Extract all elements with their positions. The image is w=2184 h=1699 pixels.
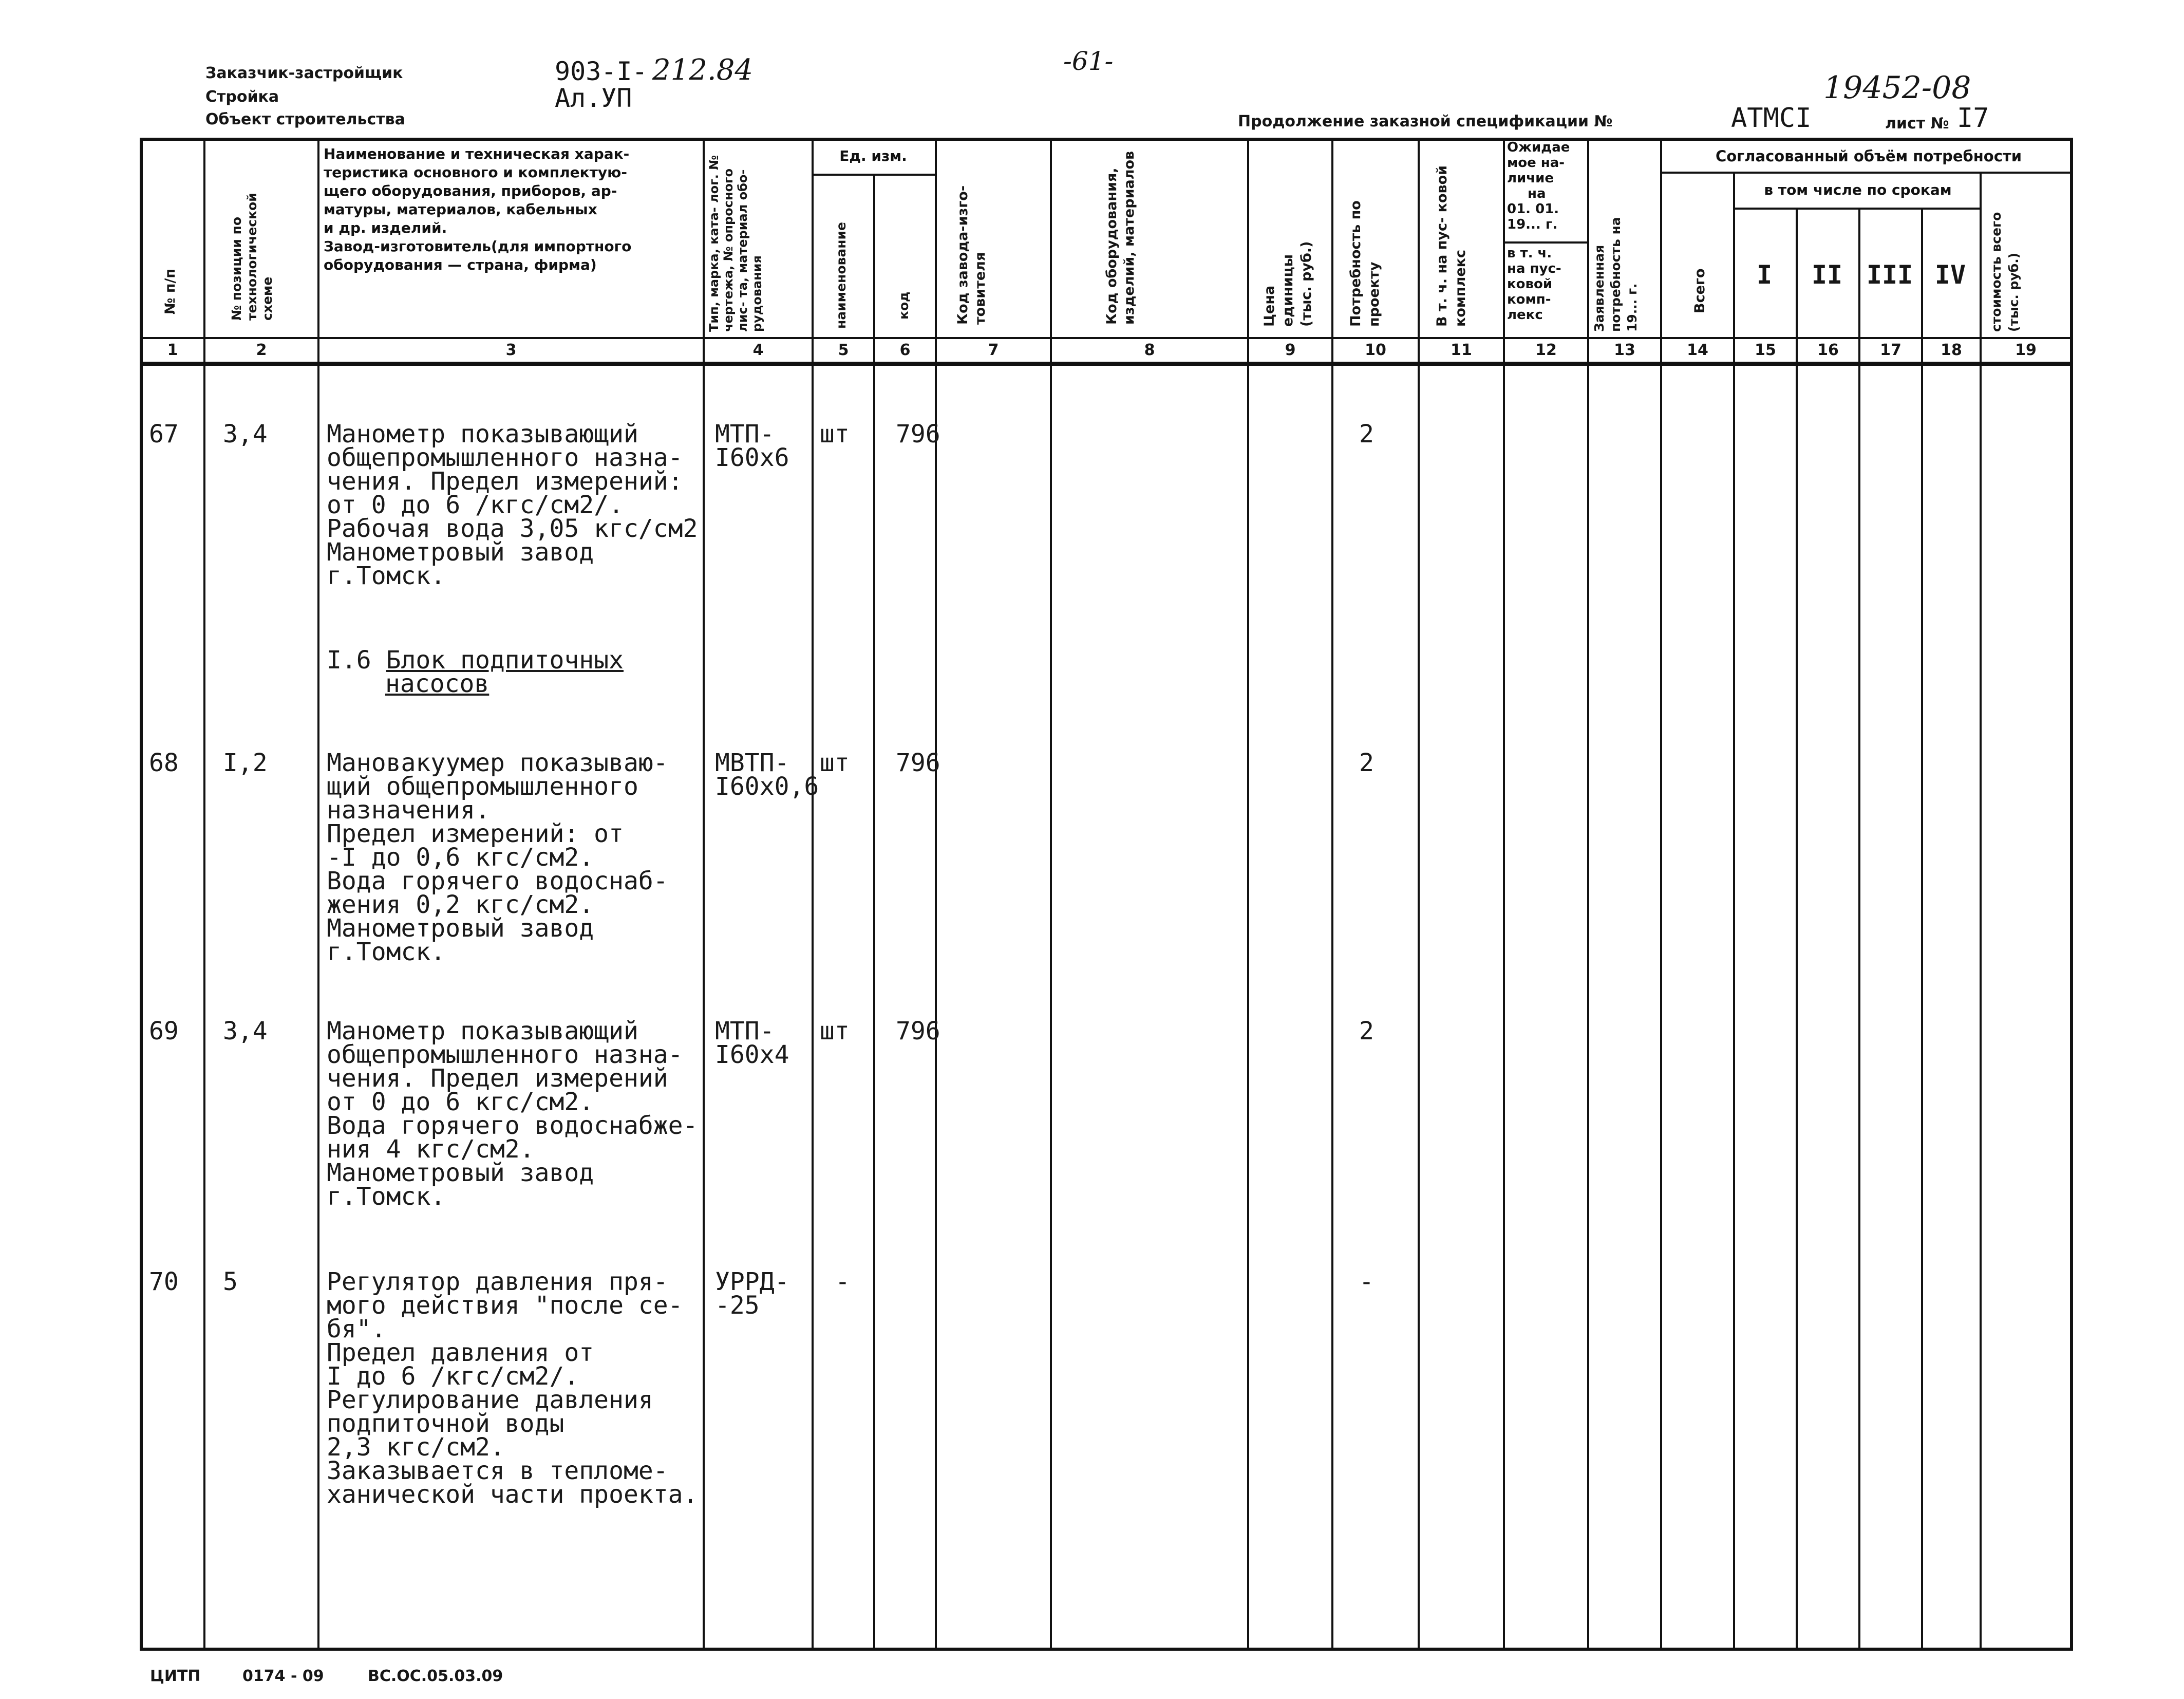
site-label: Стройка — [205, 88, 279, 106]
col-sep — [1733, 174, 1735, 1651]
terms-group-header: в том числе по срокам — [1764, 181, 1952, 198]
col-number: 19 — [2015, 341, 2037, 359]
expected-split-rule — [1503, 241, 1587, 244]
item-description: Манометр показывающий общепромышленного назна- чения. Предел измерений от 0 до 6 кгс/см2. Вода горячего водоснабже- ния 4 кгс/см2. Манометровый завод г.Томск. — [327, 1017, 698, 1211]
section-title-line: Блок подпиточных — [386, 646, 624, 675]
col-17-header: III — [1866, 260, 1913, 290]
row-number: 70 — [149, 1267, 179, 1296]
unit-name: - — [835, 1267, 850, 1296]
row-number: 67 — [149, 420, 179, 449]
col-number: 17 — [1880, 341, 1901, 359]
item-type: УРРД- -25 — [715, 1267, 789, 1320]
project-code-handwritten: 212.84 — [652, 53, 753, 87]
col-sep — [203, 138, 205, 1651]
col-number: 16 — [1817, 341, 1839, 359]
section-number: I.6 — [327, 646, 371, 675]
col-number: 13 — [1614, 341, 1635, 359]
unit-code: 796 — [896, 1017, 940, 1045]
terms-group-rule — [1733, 208, 1980, 210]
row-number: 68 — [149, 749, 179, 777]
item-type: МТП- I60x4 — [715, 1017, 789, 1069]
col-16-header: II — [1811, 260, 1843, 290]
footer-org: ЦИТП — [150, 1667, 201, 1685]
sheet-label: лист № — [1885, 115, 1949, 133]
col-number: 3 — [505, 341, 517, 359]
col-15-header: I — [1756, 260, 1773, 290]
agreed-group-header: Согласованный объём потребности — [1715, 147, 2022, 165]
col-number: 15 — [1755, 341, 1776, 359]
object-label: Объект строительства — [205, 110, 405, 128]
col-18-header: IV — [1934, 260, 1966, 290]
continuation-label: Продолжение заказной спецификации № — [1238, 113, 1613, 130]
footer-code: 0174 - 09 — [242, 1667, 324, 1685]
item-type: МВТП- I60x0,6 — [715, 749, 819, 801]
table-bottom-border — [140, 1648, 2073, 1651]
col-8-header: Код оборудования, изделий, материалов — [1104, 151, 1137, 325]
col-sep — [317, 138, 319, 1651]
col-sep — [1418, 138, 1420, 1651]
customer-label: Заказчик-застройщик — [205, 64, 403, 82]
col-sep — [1796, 210, 1798, 1651]
header-rule — [140, 337, 2073, 339]
col-number: 8 — [1144, 341, 1155, 359]
col-number: 1 — [167, 341, 178, 359]
col-number: 10 — [1365, 341, 1386, 359]
col-14-header: Всего — [1692, 268, 1708, 313]
col-sep — [1980, 174, 1982, 1651]
col-13-header: Заявленная потребность на 19... г. — [1592, 217, 1640, 332]
project-need: - — [1359, 1267, 1374, 1296]
col-number: 14 — [1687, 341, 1708, 359]
numbers-rule — [140, 362, 2073, 366]
col-sep — [1921, 210, 1923, 1651]
col-19-header: стоимость всего (тыс. руб.) — [1989, 212, 2021, 332]
col-sep — [1503, 138, 1505, 1651]
col-number: 5 — [838, 341, 849, 359]
col-3-header: Наименование и техническая харак- теристика основного и комплектую- щего оборудования, приборов, ар- матуры, материалов, кабельных и др. изделий. Завод-изготовитель(для импортного оборудования — страна, фирма) — [324, 145, 632, 273]
album-label: Ал.УП — [555, 83, 632, 113]
col-sep — [1858, 210, 1860, 1651]
col-number: 6 — [899, 341, 911, 359]
col-1-header: № п/п — [162, 268, 178, 314]
project-need: 2 — [1359, 1017, 1374, 1045]
position-number: 3,4 — [223, 420, 268, 449]
unit-group-rule — [812, 174, 935, 176]
col-4-header: Тип, марка, ката- лог. № чертежа, № опросного лис- та, материал обо- рудования — [707, 155, 764, 332]
unit-code: 796 — [896, 420, 940, 449]
col-12-header-top: Ожидае мое на- личие на 01. 01. 19... г. — [1507, 140, 1570, 232]
col-6-header: код — [896, 291, 911, 320]
col-sep — [812, 138, 814, 1651]
col-number: 12 — [1535, 341, 1557, 359]
position-number: 3,4 — [223, 1017, 268, 1045]
col-9-header: Цена единицы (тыс. руб.) — [1262, 241, 1314, 327]
col-sep — [1247, 138, 1249, 1651]
page-marker: -61- — [1063, 46, 1114, 76]
project-need: 2 — [1359, 749, 1374, 777]
col-10-header: Потребность по проекту — [1348, 200, 1382, 327]
unit-name: шт — [820, 420, 850, 449]
footer-reference: ВС.ОС.05.03.09 — [368, 1667, 503, 1685]
document-number-handwritten: 19452-08 — [1823, 70, 1971, 106]
section-heading — [327, 646, 624, 675]
col-5-header: наименование — [834, 222, 849, 329]
col-sep — [1660, 138, 1662, 1651]
col-number: 4 — [752, 341, 764, 359]
col-number: 18 — [1941, 341, 1962, 359]
col-sep — [703, 138, 705, 1651]
col-sep — [873, 175, 875, 1651]
sheet-number: I7 — [1957, 103, 1989, 134]
col-sep — [1587, 138, 1589, 1651]
item-type: МТП- I60x6 — [715, 420, 789, 472]
unit-code: 796 — [896, 749, 940, 777]
col-sep — [1331, 138, 1333, 1651]
item-description: Манометр показывающий общепромышленного назна- чения. Предел измерений: от 0 до 6 /кгс/см2/. Рабочая вода 3,05 кгс/см2 Манометровый завод г.Томск. — [327, 420, 698, 590]
col-number: 2 — [256, 341, 267, 359]
unit-name: шт — [820, 749, 850, 777]
table-top-border — [140, 138, 2073, 141]
item-description: Мановакуумер показываю- щий общепромышленного назначения. Предел измерений: от -I до 0,6 кгс/см2. Вода горячего водоснаб- жения 0,2 кгс/см2. Манометровый завод г.Томск. — [327, 749, 668, 966]
col-number: 9 — [1285, 341, 1296, 359]
unit-name: шт — [820, 1017, 850, 1045]
project-code: 903-I- — [555, 57, 648, 86]
col-11-header: В т. ч. на пус- ковой комплекс — [1434, 165, 1468, 327]
unit-group-header: Ед. изм. — [839, 147, 907, 164]
item-description: Регулятор давления пря- мого действия "после се- бя". Предел давления от I до 6 /кгс/см2/. Регулирование давления подпиточной воды 2,3 кгс/см2. Заказывается в тепломе- ханической части проекта. — [327, 1267, 698, 1509]
col-2-header: № позиции по технологической схеме — [229, 193, 275, 321]
col-number: 11 — [1451, 341, 1472, 359]
row-number: 69 — [149, 1017, 179, 1045]
col-sep — [935, 138, 937, 1651]
position-number: I,2 — [223, 749, 268, 777]
spec-code: АТМСI — [1731, 103, 1812, 134]
col-number: 7 — [988, 341, 999, 359]
col-7-header: Код завода-изго- товителя — [955, 185, 988, 325]
position-number: 5 — [223, 1267, 238, 1296]
col-sep — [1050, 138, 1052, 1651]
project-need: 2 — [1359, 420, 1374, 449]
section-title-line: насосов — [385, 669, 489, 698]
col-12-header-bottom: в т. ч. на пус- ковой комп- лекс — [1507, 246, 1561, 323]
